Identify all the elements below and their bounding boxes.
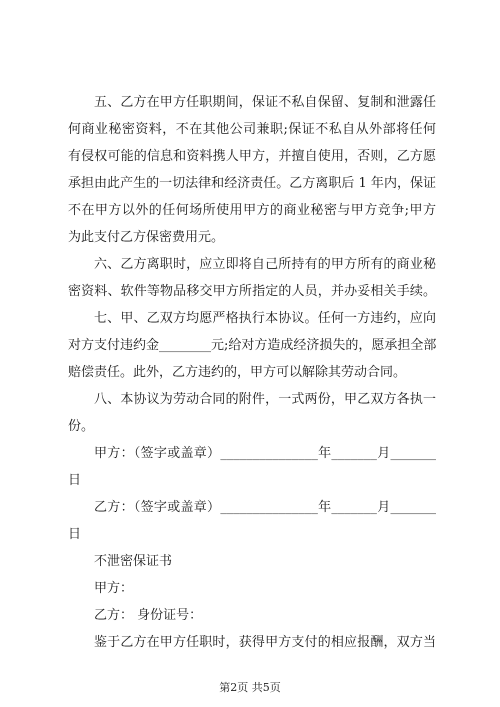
clause-7-line-1: 七、甲、乙双方均愿严格执行本协议。任何一方违约，应向 bbox=[94, 311, 436, 326]
clause-8-line-1: 八、本协议为劳动合同的附件，一式两份，甲乙双方各执一 bbox=[94, 392, 436, 407]
page-number: 第2页 共5页 bbox=[219, 681, 281, 694]
party-a-label: 甲方： bbox=[94, 581, 134, 596]
recital-line-1: 鉴于乙方在甲方任职时，获得甲方支付的相应报酬，双方当 bbox=[94, 635, 436, 650]
clause-6-line-1: 六、乙方离职时，应立即将自己所持有的甲方所有的商业秘 bbox=[94, 257, 436, 272]
clause-5-line-2: 何商业秘密资料，不在其他公司兼职;保证不私自从外部将任何 bbox=[68, 122, 436, 137]
clause-5-line-6: 为此支付乙方保密费用元。 bbox=[68, 230, 225, 245]
clause-6-line-2: 密资料、软件等物品移交甲方所指定的人员，并办妥相关手续。 bbox=[68, 284, 436, 299]
clause-5-line-1: 五、乙方在甲方任职期间，保证不私自保留、复制和泄露任 bbox=[94, 95, 436, 110]
clause-5-line-4: 承担由此产生的一切法律和经济责任。乙方离职后 1 年内，保证 bbox=[68, 176, 436, 191]
clause-8-line-2: 份。 bbox=[68, 419, 95, 434]
party-b-date-day: 日 bbox=[68, 527, 82, 542]
party-a-signature-line: 甲方：（签字或盖章）_______________年_______月_______ bbox=[94, 446, 436, 461]
clause-5-line-3: 有侵权可能的信息和资料携人甲方，并擅自使用，否则，乙方愿 bbox=[68, 149, 436, 164]
party-b-id-label: 乙方： 身份证号： bbox=[94, 608, 203, 623]
section-title: 不泄密保证书 bbox=[94, 554, 173, 569]
clause-7-line-3: 赔偿责任。此外，乙方违约的，甲方可以解除其劳动合同。 bbox=[68, 365, 407, 380]
party-b-signature-line: 乙方：（签字或盖章）_______________年_______月_______ bbox=[94, 500, 436, 515]
clause-7-line-2: 对方支付违约金________元;给对方造成经济损失的，愿承担全部 bbox=[68, 338, 437, 353]
clause-5-line-5: 不在甲方以外的任何场所使用甲方的商业秘密与甲方竞争;甲方 bbox=[68, 203, 436, 218]
party-a-date-day: 日 bbox=[68, 473, 82, 488]
